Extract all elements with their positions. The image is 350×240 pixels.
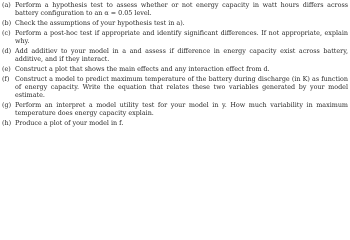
question-item-d (2, 47, 348, 63)
question-marker: (c) (2, 29, 11, 37)
question-marker: (h) (2, 119, 12, 127)
question-item-g (2, 101, 348, 117)
question-marker: (b) (2, 19, 12, 27)
question-marker: (f) (2, 75, 10, 83)
question-text: Perform a hypothesis test to assess whether or not energy capacity in watt hours differs across battery configuration to an α = 0.05 level. (15, 1, 348, 17)
question-text: Construct a model to predict maximum temperature of the battery during discharge (in K) as function of energy capacity. Write the equation that relates these two variables generated by your model estimate. (15, 75, 348, 99)
question-item-c (2, 29, 348, 45)
question-text: Perform a post-hoc test if appropriate and identify significant differences. If not appropriate, explain why. (15, 29, 348, 45)
question-item-e (2, 65, 348, 73)
question-text: Produce a plot of your model in f. (15, 119, 124, 127)
question-text: Add additiev to your model in a and assess if difference in energy capacity exist across battery, additive, and if they interact. (15, 47, 348, 63)
question-text: Construct a plot that shows the main effects and any interaction effect from d. (15, 65, 270, 73)
question-marker: (a) (2, 1, 11, 9)
question-item-h (2, 119, 348, 127)
question-text: Perform an interpret a model utility test for your model in y. How much variability in maximum temperature does energy capacity explain. (15, 101, 348, 117)
question-item-f (2, 75, 348, 99)
question-text: Check the assumptions of your hypothesis test in a). (15, 19, 185, 27)
question-marker: (e) (2, 65, 11, 73)
question-marker: (g) (2, 101, 12, 109)
question-marker: (d) (2, 47, 12, 55)
question-list (2, 1, 348, 127)
question-item-a (2, 1, 348, 17)
question-item-b (2, 19, 348, 27)
